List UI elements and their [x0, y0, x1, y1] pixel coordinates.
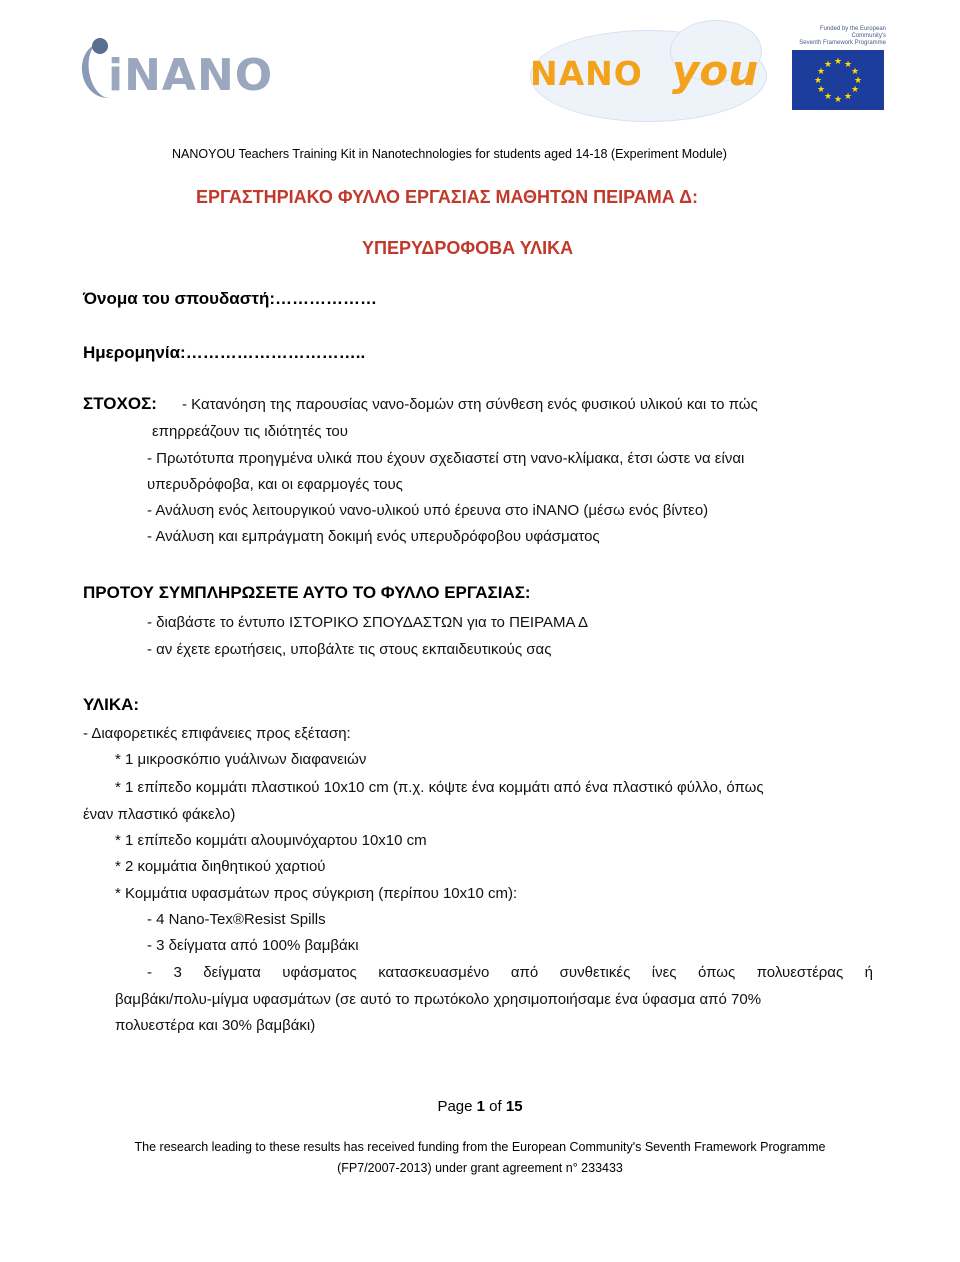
nanoyou-logo-you: you [672, 46, 759, 95]
inano-logo [80, 36, 274, 106]
materials-item: - Διαφορετικές επιφάνειες προς εξέταση: [83, 725, 351, 742]
goal-item: - Ανάλυση και εμπράγματη δοκιμή ενός υπερυδρόφοβου υφάσματος [147, 528, 600, 545]
eu-flag-icon [792, 50, 884, 110]
fabric-item: βαμβάκι/πολυ-μίγμα υφασμάτων (σε αυτό το πρωτόκολο χρησιμοποιήσαμε ένα ύφασμα από 70% [115, 991, 762, 1008]
materials-item: έναν πλαστικό φάκελο) [83, 806, 236, 823]
materials-item: * Κομμάτια υφασμάτων προς σύγκριση (περίπου 10x10 cm): [115, 885, 518, 902]
funding-note: (FP7/2007-2013) under grant agreement n° 233433 [337, 1161, 623, 1175]
svg-text:★: ★ [816, 85, 826, 95]
inano-logo-text: iNANO [108, 50, 274, 101]
goals-label: ΣΤΟΧΟΣ: [83, 394, 157, 413]
before-item: - διαβάστε το έντυπο ΙΣΤΟΡΙΚΟ ΣΠΟΥΔΑΣΤΩΝ για το ΠΕΙΡΑΜΑ Δ [147, 614, 588, 631]
materials-item: * 2 κομμάτια διηθητικού χαρτιού [115, 858, 326, 875]
materials-item: * 1 μικροσκόπιο γυάλινων διαφανειών [115, 751, 367, 768]
worksheet-title: ΕΡΓΑΣΤΗΡΙΑΚΟ ΦΥΛΛΟ ΕΡΓΑΣΙΑΣ ΜΑΘΗΤΩΝ ΠΕΙΡΑΜΑ Δ: [196, 187, 699, 207]
nanoyou-logo [520, 18, 775, 128]
fabric-item: - 4 Nano-Tex®Resist Spills [147, 911, 326, 928]
svg-text:★: ★ [823, 60, 833, 70]
materials-heading: ΥΛΙΚΑ: [83, 695, 140, 714]
materials-item: * 1 επίπεδο κομμάτι αλουμινόχαρτου 10x10 cm [115, 832, 427, 849]
svg-text:★: ★ [843, 92, 853, 102]
eu-caption: Funded by the European Community's Seventh Framework Programme [799, 26, 886, 46]
fabric-item: πολυεστέρα και 30% βαμβάκι) [115, 1017, 316, 1034]
nanoyou-logo-nano: NANO [530, 54, 643, 93]
funding-note: The research leading to these results has received funding from the European Community's Seventh Framework Programme [134, 1140, 826, 1154]
svg-text:★: ★ [813, 76, 823, 86]
kit-header-line: NANOYOU Teachers Training Kit in Nanotechnologies for students aged 14-18 (Experiment Module) [172, 147, 727, 161]
svg-text:★: ★ [816, 67, 826, 77]
eu-funding-logo [788, 26, 886, 112]
materials-item: * 1 επίπεδο κομμάτι πλαστικού 10x10 cm (π.χ. κόψτε ένα κομμάτι από ένα πλαστικό φύλλο, όπως [115, 779, 764, 796]
page-number: Page 1 of 15 [437, 1098, 523, 1115]
fabric-item: - 3 δείγματα υφάσματος κατασκευασμένο από συνθετικές ίνες όπως πολυεστέρας ή [147, 964, 873, 981]
goal-item: υπερυδρόφοβα, και οι εφαρμογές τους [147, 476, 403, 493]
svg-text:★: ★ [833, 95, 843, 105]
worksheet-subtitle: ΥΠΕΡΥΔΡΟΦΟΒΑ ΥΛΙΚΑ [362, 238, 574, 258]
before-heading: ΠΡΟΤΟΥ ΣΥΜΠΛΗΡΩΣΕΤΕ ΑΥΤΟ ΤΟ ΦΥΛΛΟ ΕΡΓΑΣΙΑΣ: [83, 583, 531, 602]
goal-item: - Ανάλυση ενός λειτουργικού νανο-υλικού υπό έρευνα στο iNANO (μέσω ενός βίντεο) [147, 502, 709, 519]
goal-item: - Κατανόηση της παρουσίας νανο-δομών στη σύνθεση ενός φυσικού υλικού και το πώς [182, 396, 758, 413]
fabric-item: - 3 δείγματα από 100% βαμβάκι [147, 937, 359, 954]
before-item: - αν έχετε ερωτήσεις, υποβάλτε τις στους εκπαιδευτικούς σας [147, 641, 552, 658]
student-name-field: Όνομα του σπουδαστή:……………… [83, 289, 378, 308]
date-field: Ημερομηνία:………………………….. [83, 343, 366, 362]
svg-text:★: ★ [843, 60, 853, 70]
goal-item: - Πρωτότυπα προηγμένα υλικά που έχουν σχεδιαστεί στη νανο-κλίμακα, έτσι ώστε να είναι [147, 450, 745, 467]
svg-text:★: ★ [833, 57, 843, 67]
svg-text:★: ★ [850, 85, 860, 95]
svg-text:★: ★ [850, 67, 860, 77]
goal-item: επηρρεάζουν τις ιδιότητές του [152, 423, 348, 440]
svg-text:★: ★ [823, 92, 833, 102]
svg-text:★: ★ [853, 76, 863, 86]
